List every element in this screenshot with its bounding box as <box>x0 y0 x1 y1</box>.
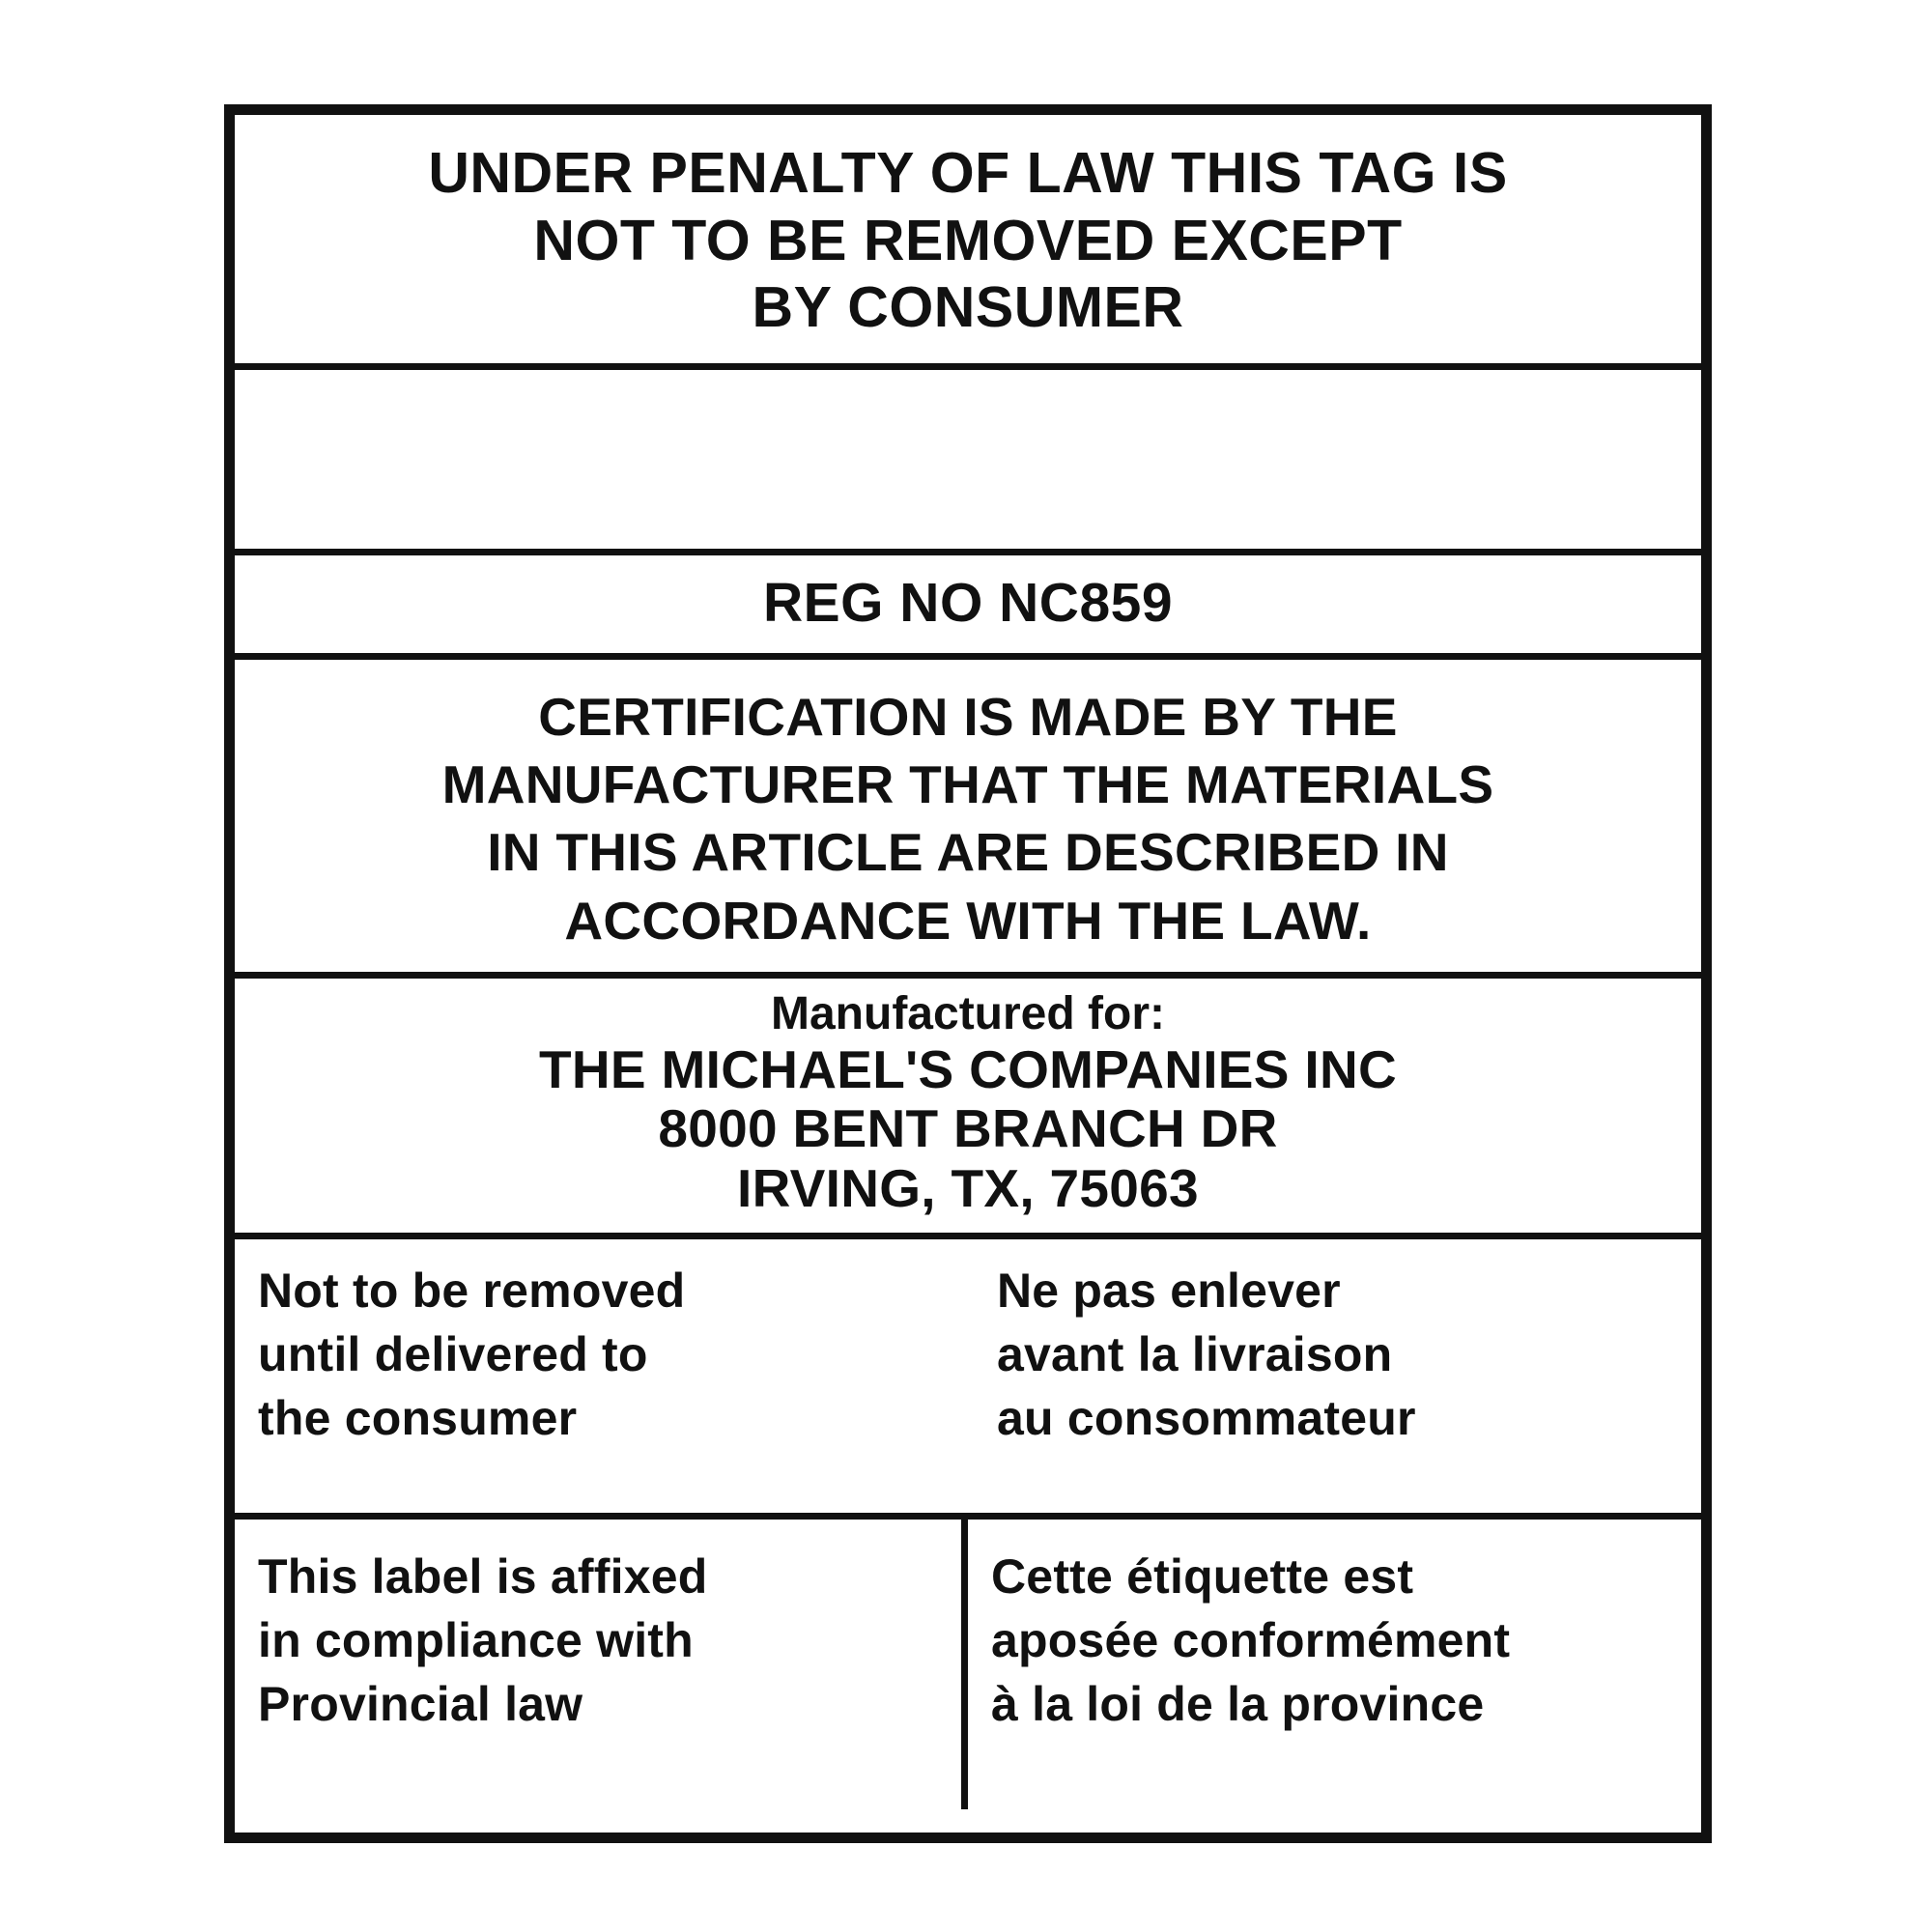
law-tag-frame <box>224 104 1712 1843</box>
headline-line-1: UNDER PENALTY OF LAW THIS TAG IS <box>428 141 1508 205</box>
removal-english-line-2: until delivered to <box>258 1326 648 1381</box>
manufacturer-name: THE MICHAEL'S COMPANIES INC <box>539 1038 1397 1099</box>
certification-line-2: MANUFACTURER THAT THE MATERIALS <box>441 753 1494 814</box>
manufacturer-street: 8000 BENT BRANCH DR <box>658 1098 1278 1159</box>
compliance-notice-french <box>968 1520 1701 1809</box>
compliance-english-line-1: This label is affixed <box>258 1548 708 1604</box>
headline-line-2: NOT TO BE REMOVED EXCEPT <box>533 208 1403 272</box>
registration-number: REG NO NC859 <box>235 555 1701 660</box>
removal-english-line-3: the consumer <box>258 1390 578 1445</box>
headline-line-3: BY CONSUMER <box>752 275 1184 340</box>
compliance-english-line-3: Provincial law <box>258 1676 583 1731</box>
removal-french-line-1: Ne pas enlever <box>997 1263 1341 1318</box>
compliance-notice-english <box>235 1520 968 1809</box>
compliance-french-line-1: Cette étiquette est <box>991 1548 1414 1604</box>
manufacturer-block <box>235 979 1701 1239</box>
manufactured-for-label: Manufactured for: <box>771 988 1165 1040</box>
compliance-french-line-2: aposée conformément <box>991 1612 1511 1667</box>
certification-line-3: IN THIS ARTICLE ARE DESCRIBED IN <box>487 822 1449 883</box>
compliance-english-line-2: in compliance with <box>258 1612 694 1667</box>
certification-line-4: ACCORDANCE WITH THE LAW. <box>564 890 1372 951</box>
certification-line-1: CERTIFICATION IS MADE BY THE <box>538 686 1398 747</box>
manufacturer-city-state-zip: IRVING, TX, 75063 <box>737 1158 1199 1219</box>
removal-notice-french <box>968 1239 1701 1513</box>
blank-write-in-area <box>235 370 1701 555</box>
compliance-notice-row <box>235 1520 1701 1809</box>
removal-notice-english <box>235 1239 968 1513</box>
compliance-french-line-3: à la loi de la province <box>991 1676 1485 1731</box>
removal-notice-row <box>235 1239 1701 1520</box>
certification-statement <box>235 660 1701 980</box>
removal-french-line-2: avant la livraison <box>997 1326 1393 1381</box>
removal-french-line-3: au consommateur <box>997 1390 1416 1445</box>
removal-english-line-1: Not to be removed <box>258 1263 686 1318</box>
headline-block <box>235 115 1701 370</box>
